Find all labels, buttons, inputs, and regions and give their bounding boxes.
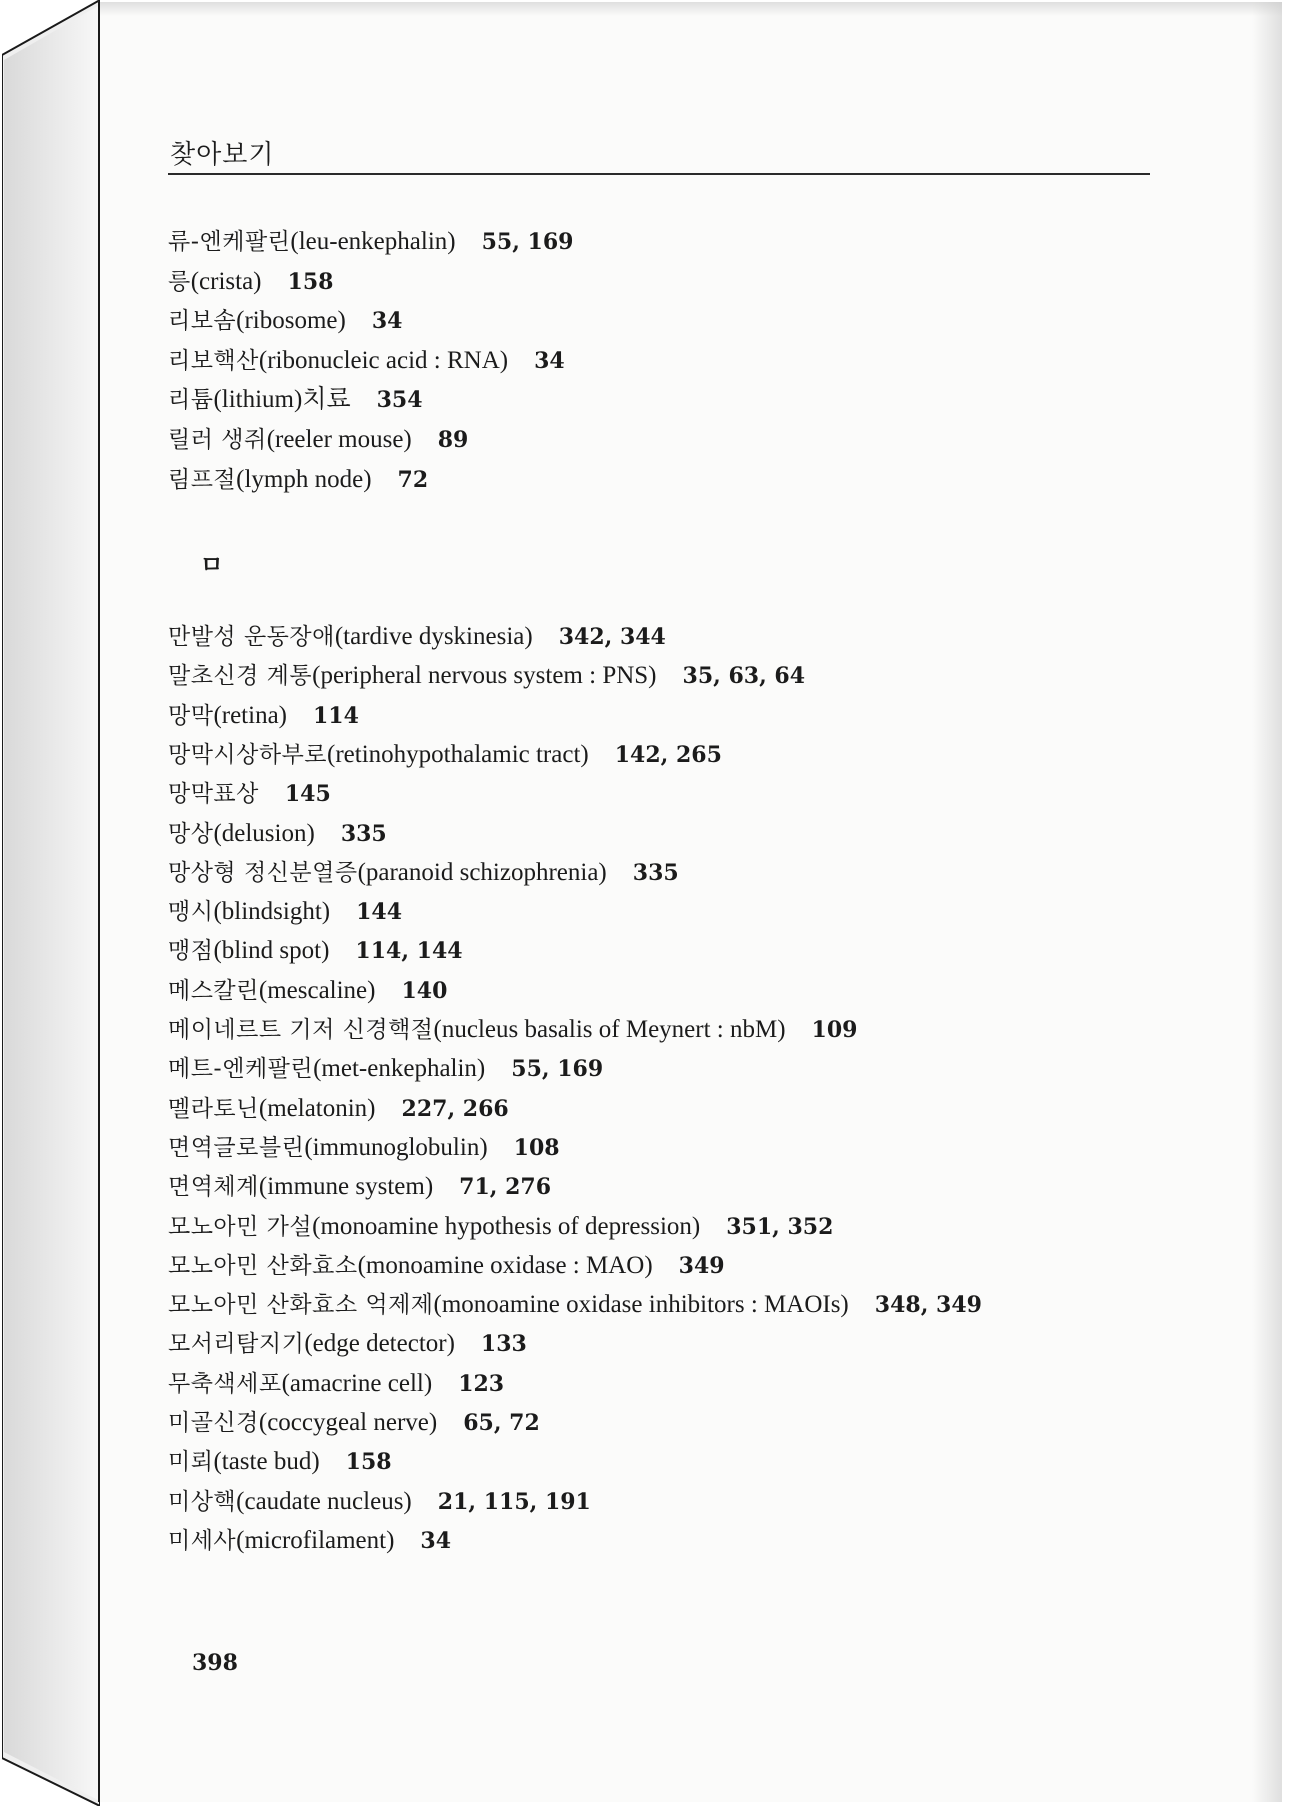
- index-entry-korean-term: 멜라토닌: [168, 1095, 259, 1122]
- index-entry-pages: 351, 352: [726, 1213, 834, 1240]
- index-entry-pages: 348, 349: [874, 1292, 982, 1319]
- index-entry-english-term: (retina): [213, 701, 287, 729]
- index-entry: [168, 622, 666, 652]
- index-entry-english-term: (delusion): [213, 819, 315, 847]
- index-entry: [168, 267, 333, 297]
- index-entry: [168, 306, 402, 336]
- index-entry-korean-term: 모노아민 산화효소: [168, 1252, 358, 1279]
- index-entry: [168, 1290, 982, 1320]
- index-entry-pages: 335: [632, 859, 679, 886]
- index-entry-korean-term: 면역글로블린: [168, 1134, 305, 1161]
- index-entry-pages: 71, 276: [459, 1174, 552, 1201]
- index-entry-pages: 21, 115, 191: [437, 1488, 591, 1515]
- index-entry-english-term: (coccygeal nerve): [258, 1409, 438, 1436]
- index-entry: [168, 936, 463, 966]
- index-entry-english-term: (mescaline): [258, 976, 376, 1004]
- index-entry-english-term: (retinohypothalamic tract): [327, 740, 589, 768]
- index-entry-english-term: (lymph node): [236, 465, 372, 493]
- index-entry: [168, 858, 679, 888]
- index-entry-korean-term: 릉: [168, 268, 191, 295]
- index-entry: [168, 1212, 833, 1242]
- index-entry-pages: 114, 144: [355, 938, 463, 965]
- index-entry-pages: 349: [678, 1252, 725, 1279]
- index-entry-pages: 65, 72: [463, 1410, 540, 1436]
- index-entry-korean-term: 미세사: [168, 1527, 237, 1554]
- index-entry: [168, 1054, 603, 1084]
- index-entry-english-term: (immune system): [258, 1173, 434, 1201]
- index-entry-korean-term: 미상핵: [168, 1488, 237, 1515]
- index-entry: [168, 897, 402, 927]
- index-entry: [168, 1172, 551, 1202]
- index-entry-pages: 144: [356, 899, 403, 926]
- section-heading-mieum: ㅁ: [200, 551, 224, 579]
- index-entry-pages: 89: [437, 427, 469, 453]
- index-entry-korean-term: 메스칼린: [168, 977, 259, 1004]
- index-entry-korean-term: 모노아민 산화효소 억제제: [168, 1292, 434, 1319]
- index-entry-pages: 145: [284, 781, 331, 808]
- index-entry: [168, 425, 468, 455]
- index-entry-korean-term: 맹시: [168, 899, 214, 926]
- index-entry-pages: 34: [534, 347, 565, 374]
- index-entry: [168, 1487, 591, 1517]
- index-entry-korean-term: 류-엔케팔린: [168, 229, 291, 255]
- index-entry-korean-term: 리보핵산: [168, 347, 259, 374]
- index-entry-pages: 114: [313, 702, 359, 729]
- index-entry-korean-term: 망막시상하부로: [168, 741, 328, 768]
- index-entry-korean-term: 망막표상: [168, 781, 259, 808]
- index-entry-pages: 158: [345, 1449, 392, 1476]
- index-entry-english-term: (immunoglobulin): [304, 1133, 488, 1161]
- index-entry: [168, 1133, 560, 1163]
- index-entry-english-term: (taste bud): [213, 1448, 320, 1476]
- index-entry: [168, 465, 428, 495]
- index-entry-korean-term: 망막: [168, 702, 214, 729]
- index-entry: [168, 740, 722, 770]
- index-entry-pages: 142, 265: [614, 741, 722, 768]
- index-entry-english-term: (leu-enkephalin): [290, 228, 456, 255]
- header-rule: [168, 173, 1150, 175]
- index-entry-english-term: (tardive dyskinesia): [334, 623, 533, 650]
- index-entry: [168, 1408, 540, 1438]
- index-entry-pages: 55, 169: [481, 229, 574, 255]
- index-entry-korean-term: 맹점: [168, 938, 214, 965]
- index-entry-korean-term: 모노아민 가설: [168, 1213, 313, 1240]
- index-entry-korean-term: 리보솜: [168, 308, 237, 335]
- index-entry-korean-term: 리튬: [168, 387, 214, 414]
- index-entry-english-term: (edge detector): [304, 1330, 455, 1358]
- index-entry: [168, 976, 447, 1006]
- index-entry: [168, 661, 805, 691]
- index-entry: [168, 346, 565, 376]
- index-entry-english-term: (reeler mouse): [266, 426, 412, 453]
- index-entry-korean-term: 망상형 정신분열증: [168, 859, 358, 886]
- index-entry-korean-term: 미골신경: [168, 1410, 259, 1436]
- index-entry-pages: 227, 266: [401, 1095, 509, 1122]
- index-entry-pages: 109: [811, 1017, 858, 1043]
- index-entry-english-term: (blind spot): [213, 937, 330, 965]
- index-entry-english-term: (nucleus basalis of Meynert : nbM): [433, 1016, 786, 1043]
- page-header-title: 찾아보기: [170, 140, 275, 170]
- index-entry-english-term: (ribosome): [236, 307, 346, 335]
- index-entry-pages: 34: [420, 1527, 452, 1554]
- index-entry-korean-term: 메트-엔케팔린: [168, 1056, 314, 1083]
- index-entry-pages: 123: [458, 1370, 505, 1397]
- index-entry-korean-term: 무축색세포: [168, 1370, 282, 1397]
- index-entry-english-term: (paranoid schizophrenia): [357, 858, 607, 886]
- index-entry-english-term: (amacrine cell): [281, 1369, 433, 1397]
- index-entry: [168, 779, 331, 809]
- index-entry-english-term: (monoamine oxidase inhibitors : MAOIs): [433, 1291, 849, 1319]
- index-entry-english-term: (caudate nucleus): [236, 1487, 412, 1515]
- index-entry: [168, 385, 423, 415]
- index-entry-pages: 108: [513, 1134, 560, 1161]
- index-entry-pages: 140: [401, 977, 448, 1004]
- index-entry-korean-term: 메이네르트 기저 신경핵절: [168, 1017, 434, 1043]
- index-entry-pages: 35, 63, 64: [682, 663, 805, 690]
- index-entry-korean-term: 미뢰: [168, 1449, 214, 1476]
- index-entry-english-term: (blindsight): [213, 898, 331, 926]
- index-entry-pages: 354: [376, 387, 423, 414]
- index-entry-english-term: (melatonin): [258, 1094, 376, 1122]
- index-entry-english-term: (monoamine hypothesis of depression): [312, 1212, 701, 1240]
- book-spine: [2, 0, 100, 1806]
- index-entry-pages: 34: [371, 308, 403, 335]
- index-entry-english-term: (peripheral nervous system : PNS): [312, 662, 657, 690]
- index-entry-pages: 72: [397, 466, 429, 493]
- page-number: 398: [192, 1650, 238, 1676]
- index-entry: [168, 701, 359, 731]
- index-entry-korean-term: 말초신경 계통: [168, 663, 313, 690]
- index-entry-korean-term: 릴러 생쥐: [168, 427, 267, 453]
- index-entry-korean-term: 면역체계: [168, 1174, 259, 1201]
- index-entry-english-term: (microfilament): [236, 1526, 395, 1554]
- index-entry: [168, 819, 387, 849]
- index-entry: [168, 1251, 725, 1281]
- index-entry-english-term: (monoamine oxidase : MAO): [357, 1251, 653, 1279]
- index-entry-english-term: (met-enkephalin): [313, 1055, 486, 1083]
- index-entry-pages: 335: [340, 820, 387, 847]
- index-entry: [168, 1015, 857, 1045]
- index-entry-english-term: (ribonucleic acid : RNA): [258, 346, 509, 374]
- index-entry-korean-term: 만발성 운동장애: [168, 624, 335, 650]
- index-entry: [168, 1329, 527, 1359]
- index-entry-pages: 133: [480, 1331, 527, 1358]
- index-entry-english-term: (lithium)치료: [213, 386, 351, 414]
- index-entry: [168, 1526, 451, 1556]
- index-entry: [168, 227, 573, 257]
- page-top-shadow: [100, 2, 1282, 16]
- index-entry-pages: 158: [287, 268, 334, 295]
- index-entry-korean-term: 림프절: [168, 466, 237, 493]
- index-entry: [168, 1369, 504, 1399]
- index-entry-pages: 55, 169: [511, 1056, 604, 1083]
- index-entry-korean-term: 망상: [168, 820, 214, 847]
- page-edge-shadow: [1252, 2, 1282, 1802]
- index-entry-pages: 342, 344: [558, 624, 666, 650]
- index-entry-korean-term: 모서리탐지기: [168, 1331, 305, 1358]
- index-entry-english-term: (crista): [190, 267, 262, 295]
- index-entry: [168, 1094, 509, 1124]
- index-entry: [168, 1447, 392, 1477]
